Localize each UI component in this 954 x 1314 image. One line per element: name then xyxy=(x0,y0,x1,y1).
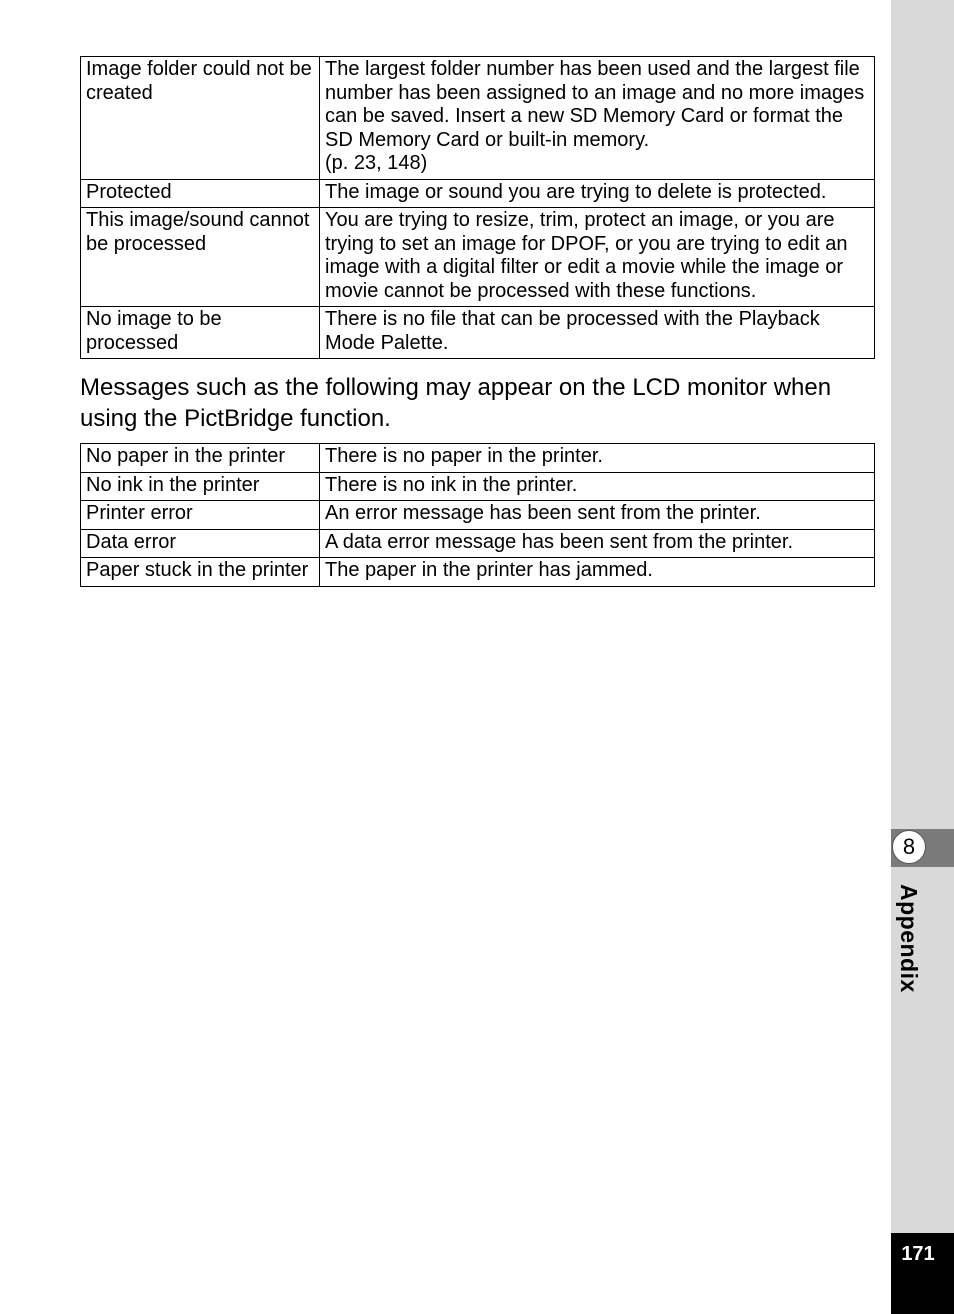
description-cell: You are trying to resize, trim, protect an image, or you are trying to set an image for DPOF, or you are trying to edit an image with a digital filter or edit a movie while the image or movie cannot be processed with these functions. xyxy=(320,208,875,307)
pictbridge-message-table xyxy=(80,443,875,587)
message-cell: No paper in the printer xyxy=(81,444,320,473)
message-cell: Protected xyxy=(81,179,320,208)
description-cell: A data error message has been sent from the printer. xyxy=(320,529,875,558)
pictbridge-intro-text: Messages such as the following may appear on the LCD monitor when using the PictBridge function. xyxy=(80,374,832,432)
description-cell: The image or sound you are trying to delete is protected. xyxy=(320,179,875,208)
page-reference: (p. 23, 148) xyxy=(325,152,428,174)
table-row xyxy=(81,558,875,587)
message-cell: Printer error xyxy=(81,501,320,530)
message-cell: Image folder could not be created xyxy=(81,57,320,180)
message-cell: Paper stuck in the printer xyxy=(81,558,320,587)
description-text: The largest folder number has been used and the largest file number has been assigned to an image and no more images can be saved. Insert a new SD Memory Card or format the SD Memory Card or built-in memory. xyxy=(325,58,865,151)
chapter-sidebar xyxy=(891,0,954,1314)
message-cell: Data error xyxy=(81,529,320,558)
table-row xyxy=(81,444,875,473)
description-cell: There is no ink in the printer. xyxy=(320,472,875,501)
error-message-table xyxy=(80,56,875,359)
table-row xyxy=(81,307,875,359)
table-row xyxy=(81,208,875,307)
page-number: 171 xyxy=(901,1243,935,1265)
table-row xyxy=(81,501,875,530)
description-cell: There is no paper in the printer. xyxy=(320,444,875,473)
chapter-number-badge: 8 xyxy=(892,830,926,864)
message-cell: This image/sound cannot be processed xyxy=(81,208,320,307)
message-cell: No ink in the printer xyxy=(81,472,320,501)
table-row xyxy=(81,472,875,501)
table-row xyxy=(81,57,875,180)
table-row xyxy=(81,179,875,208)
description-cell: The paper in the printer has jammed. xyxy=(320,558,875,587)
description-cell: There is no file that can be processed with the Playback Mode Palette. xyxy=(320,307,875,359)
table-row xyxy=(81,529,875,558)
message-cell: No image to be processed xyxy=(81,307,320,359)
description-cell: An error message has been sent from the printer. xyxy=(320,501,875,530)
chapter-title: Appendix xyxy=(896,884,922,993)
description-cell xyxy=(320,57,875,180)
